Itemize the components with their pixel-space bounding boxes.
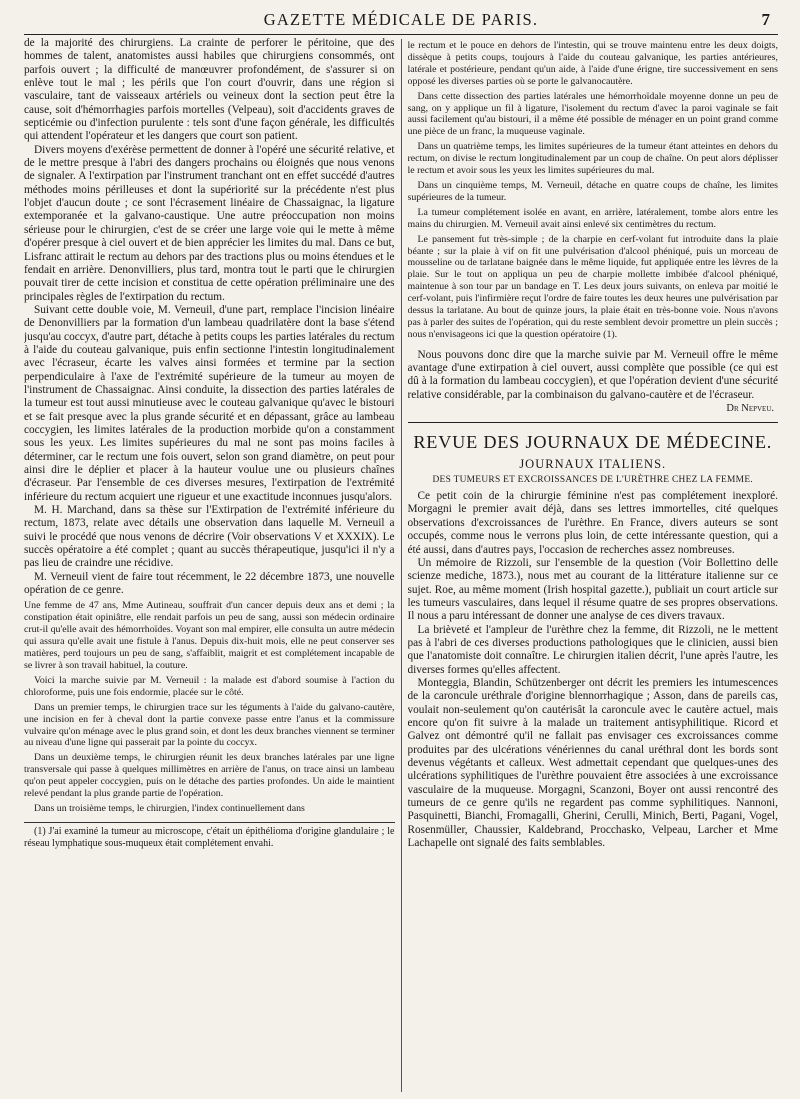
section-title: REVUE DES JOURNAUX DE MÉDECINE. [413, 432, 773, 453]
case-paragraph: Le pansement fut très-simple ; de la charpie en cerf-volant fut introduite dans la plaie béante ; sur la plaie à vif on fit une pulvérisation d'alcool phéniqué, puis un morceau de mousseline ou de tarlatane baignée dans le même liquide, fut appliquée entre les lèvres de la plaie. Sur le tout on appliqua un peu de charpie mollette imbibée d'alcool phéniqué, maintenue à son tour par un bandage en T. Les deux jours suivants, on enleva par moitié le cerf-volant, puis l'infirmière reçut l'ordre de faire toutes les deux heures une pulvérisation par dessus la tarlatane. Au bout de quinze jours, la plaie était en très-bonne voie. Nous n'avons pas à parler des suites de l'opération, qui du reste semblent devoir promettre un plein succès ; nous n'envisageons ici que la question opératoire (1). [407, 233, 778, 340]
paragraph: Monteggia, Blandin, Schützenberger ont décrit les premiers les intumescences de la caroncule uréthrale d'origine blennorrhagique ; Asson, dans de pareils cas, voulait non-seulement qu'on cautérisât la caroncule avec le cautère actuel, mais encore qu'on fit suivre à la malade un traitement antisyphilitique. Ricord et Galvez ont démontré qu'il ne fallait pas envisager ces excroissances comme produites par des ulcérations vénériennes du canal uréthral dont les bords sont devenus végétants et calleux. West admettait cependant que quelques-unes des ulcérations syphilitiques de l'urèthre pouvaient être associées à une excroissance vasculaire de la muqueuse. Morgagni, Scanzoni, Boyer ont aussi rencontré des tumeurs de ce genre qu'ils ne regardent pas comme syphilitiques. Nannoni, Pasquinetti, Bianchi, Fromagalli, Gherini, Cerulli, Minich, Berti, Pagani, Vogel, Rosenmüller, Chaussier, Kaldebrand, Procchasko, Velpeau, Larcher et Mme Lachapelle ont signalé des faits semblables. [407, 676, 778, 850]
journal-title: GAZETTE MÉDICALE DE PARIS. [263, 10, 539, 29]
column-divider [401, 39, 402, 1092]
footnote-rule [24, 822, 395, 823]
case-report-right [408, 40, 779, 341]
left-column [24, 37, 395, 1092]
case-paragraph: Voici la marche suivie par M. Verneuil : la malade est d'abord soumise à l'action du chloroforme, puis une fois endormie, placée sur le côté. [24, 674, 395, 698]
two-column-body [24, 37, 778, 1092]
case-paragraph: le rectum et le pouce en dehors de l'intestin, qui se trouve maintenu entre les deux doigts, dissèque à petits coups, toujours à l'aide du couteau galvanique, les parties antérieures, latérale et postérieure, pendant qu'un aide, à l'aide d'une érigne, tire successivement en sens opposé les diverses parties où se porte le galvanocautère. [407, 40, 778, 87]
case-paragraph: Dans un deuxième temps, le chirurgien réunit les deux branches latérales par une ligne transversale qui passe à quelques millimètres en arrière de l'anus, on trace ainsi un lambeau qu'on peut appeler coccygien, puis on le détache des parties profondes. Un aide le maintient relevé pendant la plus grande partie de l'opération. [24, 752, 395, 800]
paragraph: de la majorité des chirurgiens. La crainte de perforer le péritoine, que des hommes de talent, anatomistes aussi habiles que chirurgiens consommés, ont parfois ouvert ; la difficulté de manœuvrer profondément, de s'assurer si on enlève tout le mal ; les périls que l'on court d'ouvrir, dans une région si vasculaire, tant de vaisseaux artériels ou veineux dont la section peut être la cause, soit d'hémorrhagies parfois mortelles (Velpeau), soit d'accidents graves de septicémie ou d'infection purulente : tels sont d'une façon générale, les difficultés qui attendent l'opérateur et les dangers que court son patient. [24, 37, 395, 143]
case-paragraph: Dans cette dissection des parties latérales une hémorrhoïdale moyenne donne un peu de sang, on y applique un fil à ligature, l'isolement du rectum d'avec la paroi vaginale se fait aussi facilement qu'au bistouri, il a même été possible de ménager en un point grand comme une pièce de un franc, la muqueuse vaginale. [407, 90, 778, 138]
case-paragraph: Dans un troisième temps, le chirurgien, l'index continuellement dans [34, 802, 305, 814]
header-rule [24, 34, 778, 35]
paragraph: Un mémoire de Rizzoli, sur l'ensemble de la question (Voir Bollettino delle scienze mediche, 1873.), nous met au courant de la littérature italienne sur ce sujet. Roe, au même moment (Irish hospital gazette.), publiait un court article sur les tumeurs vasculaires, dans lequel il résume quatre de ses propres observations. Il nous a paru intéressant de donner une analyse de ces divers travaux. [407, 556, 778, 623]
case-paragraph: Dans un cinquième temps, M. Verneuil, détache en quatre coups de chaîne, les limites supérieures de la tumeur. [407, 179, 778, 203]
case-paragraph: Dans un premier temps, le chirurgien trace sur les téguments à l'aide du galvano-cautère, une incision en fer à cheval dont la partie convexe passe entre l'anus et la commissure vulvaire qu'on ménage avec le plus grand soin, et dont les deux branches viennent se terminer au niveau d'une ligne qui passerait par la pointe du coccyx. [24, 701, 395, 749]
closing-paragraph: Nous pouvons donc dire que la marche suivie par M. Verneuil offre le même avantage d'une extirpation à ciel ouvert, aussi complète que possible (ce qui est dû à la formation du lambeau coccygien), et que l'opération devient d'une sécurité relative considérable, par la combinaison du galvano-cautère et de l'écraseur. [407, 348, 778, 401]
paragraph: M. Verneuil vient de faire tout récemment, le 22 décembre 1873, une nouvelle opération de ce genre. [24, 570, 395, 597]
paragraph: Suivant cette double voie, M. Verneuil, d'une part, remplace l'incision linéaire de Denonvilliers par la formation d'un lambeau quadrilatère dont la base s'étend jusqu'au coccyx, d'autre part, détache à petits coups les parties latérales du rectum à l'aide du couteau galvanique, puis enfin sectionne l'intestin longitudinalement avec l'écraseur, écarte les valves ainsi formées et termine par la section perpendiculaire à l'axe de l'extrémité supérieure de la tumeur au moyen de l'instrument de Chassaignac. Ainsi conduite, la dissection des parties latérales de la tumeur est tout aussi minutieuse avec le couteau galvanique qu'avec le bistouri et se fait presque avec la plus grande sécurité et en dépassant, grâce au lambeau coccygien, les limites latérales de la production morbide qu'on a constamment sous les yeux. Les limites supérieures du mal ne sont pas moins faciles à déterminer, car le rectum une fois ouvert, selon son grand diamètre, on peut pour ainsi dire le déplier et placer à la hauteur voulue une ou plusieurs chaînes d'écraseur. Par l'ensemble de ces diverses mesures, l'extirpation de l'extrémité inférieure du rectum acquiert une rigueur et une exactitude inconnues jusqu'alors. [24, 303, 395, 503]
page-number: 7 [761, 10, 770, 29]
paragraph: La brièveté et l'ampleur de l'urèthre chez la femme, dit Rizzoli, ne le mettent pas à l'abri de ces diverses productions pathologiques que le clinicien, aussi bien que l'anatomiste doit connaître. Le chirurgien italien décrit, l'une après l'autre, les diverses formes qu'elles affectent. [407, 623, 778, 676]
running-head [24, 0, 778, 34]
paragraph: Divers moyens d'exérèse permettent de donner à l'opéré une sécurité relative, et de le mettre presque à l'abri des dangers prochains ou éloignés que nous venons de signaler. A l'extirpation par l'instrument tranchant ont en effet succédé d'autres méthodes moins périlleuses et dont la supériorité sur la précédente n'est plus l'objet d'aucun doute ; ce sont l'écrasement linéaire de Chassaignac, la ligature extemporanée et la galvano-caustique. Une autre préoccupation non moins sérieuse pour le chirurgien, c'est de se créer une large voie qui le mette à même d'opérer presque à ciel ouvert et de bien apprécier les limites du mal. Dans ce but, Lisfranc attirait le rectum au dehors par des tractions plus ou moins étendues et le fendait en arrière. Denonvilliers, plus tard, montra tout le parti que le chirurgien pouvait tirer de cette incision et constitua de cette opération préliminaire une des principales règles de l'extirpation du rectum. [24, 143, 395, 303]
right-column [408, 37, 779, 1092]
article-heading: DES TUMEURS ET EXCROISSANCES DE L'URÈTHRE CHEZ LA FEMME. [432, 475, 753, 486]
case-report-left [24, 600, 395, 814]
paragraph: Ce petit coin de la chirurgie féminine n'est pas complétement inexploré. Morgagni le premier avait déjà, dans ses lettres immortelles, cité quelques observations d'excroissances de l'urèthre. En France, divers auteurs se sont occupés, comme nous le verrons plus loin, de cette intéressante question, qui a été aussi, dans d'autres pays, l'occasion de recherches assez nombreuses. [407, 490, 778, 556]
left-body-text [24, 37, 395, 597]
section-rule [408, 422, 779, 423]
section-subtitle: JOURNAUX ITALIENS. [519, 457, 667, 472]
closing-text [408, 349, 779, 402]
author-signature: Dr Nepveu. [726, 403, 774, 415]
review-body-text [408, 490, 779, 850]
footnote-text: (1) J'ai examiné la tumeur au microscope, c'était un épithélioma d'origine glandulaire ; le réseau lymphatique sous-muqueux était complétement envahi. [24, 825, 395, 849]
footnote [24, 826, 395, 850]
case-paragraph: Une femme de 47 ans, Mme Autineau, souffrait d'un cancer depuis deux ans et demi ; la constipation était opiniâtre, elle rendait parfois un peu de sang, aussi son médecin ordinaire crut-il qu'elle avait des hémorrhoïdes. Voyant son mal empirer, elle consulta un autre médecin qui assura qu'elle avait une fistule à l'anus. Depuis dix-huit mois, elle ne peut conserver ses matières, perd toujours un peu de sang, s'affaiblit, maigrit et est complétement incapable de se livrer à son travail habituel, la couture. [24, 600, 395, 671]
case-paragraph: Dans un quatrième temps, les limites supérieures de la tumeur étant atteintes en dehors du rectum, on divise le rectum longitudinalement par un coup de chaîne. On peut alors déplisser le rectum et avoir sous les yeux les limites supérieures du mal. [407, 141, 778, 177]
case-paragraph: La tumeur complétement isolée en avant, en arrière, latéralement, tombe alors entre les mains du chirurgien. M. Verneuil avait ainsi enlevé six centimètres du rectum. [407, 206, 778, 230]
paragraph: M. H. Marchand, dans sa thèse sur l'Extirpation de l'extrémité inférieure du rectum, 1873, relate avec détails une observation dans laquelle M. Verneuil a suivi le procédé que nous venons de décrire (Voir observations V et XXXIX). Le succès opératoire a été complet ; quant au succès thérapeutique, jusqu'ici il n'y a pas lieu de craindre une récidive. [24, 504, 395, 570]
